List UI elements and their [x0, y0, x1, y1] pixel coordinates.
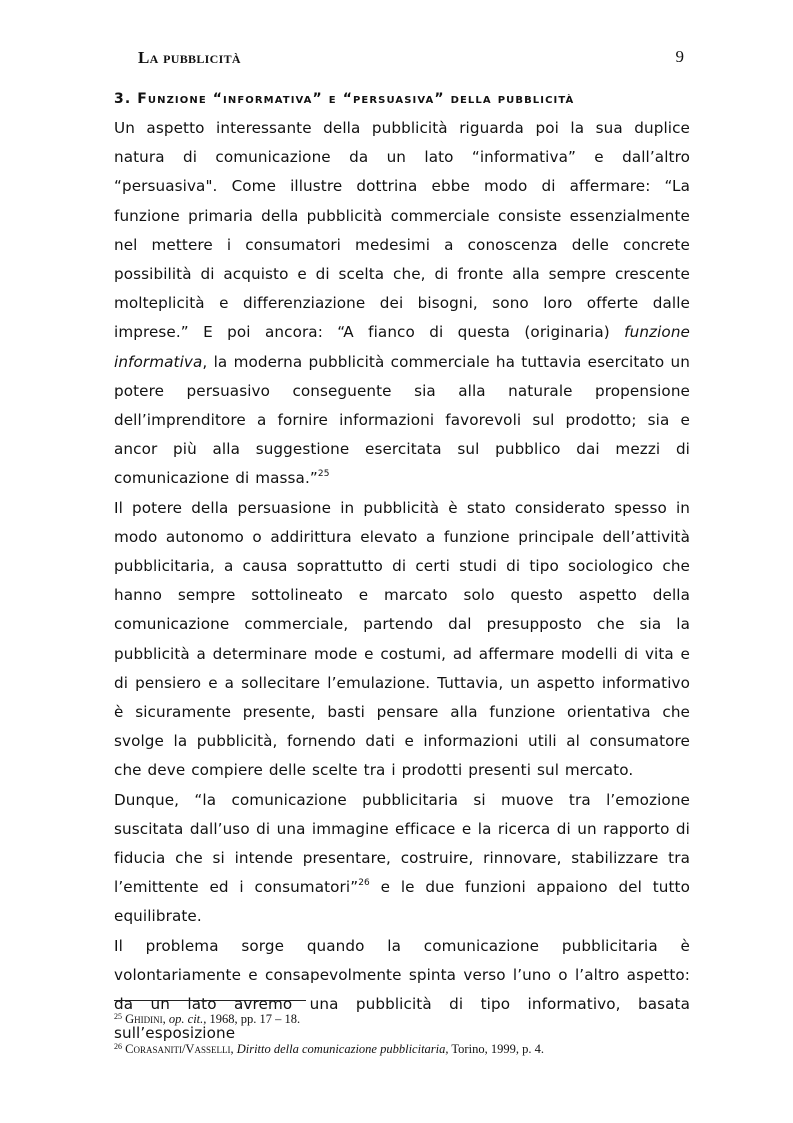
page-number: 9 — [675, 47, 684, 66]
paragraph-4: Il problema sorge quando la comunicazione pubblicitaria è volontariamente e consapevolmente spinta verso l’uno o l’altro aspetto: da un lato avremo una pubblicità di tipo informativo, basata sull’esposizione — [114, 936, 690, 1043]
footnote-details: 1968, pp. 17 – 18. — [206, 1012, 301, 1026]
paragraph-3-text-a: Dunque, “la comunicazione pubblicitaria si muove tra l’emozione suscitata dall’uso di una immagine efficace e la ricerca di un rapporto di fiducia che si intende presentare, costruire, rinnovare, stabilizzare tra l’emittente ed i consumatori” — [114, 790, 690, 897]
paragraph-1 — [114, 114, 690, 494]
footnote-26 — [114, 1042, 690, 1057]
footnote-separator: , — [230, 1042, 237, 1056]
footnote-number: 25 — [114, 1012, 122, 1021]
footnote-25 — [114, 1012, 690, 1027]
footnote-ref-25[interactable]: 25 — [317, 469, 330, 480]
paragraph-1-text-b: , la moderna pubblicità commerciale ha tuttavia esercitato un potere persuasivo conseguente sia alla naturale propensione dell’imprenditore a fornire informazioni favorevoli sul prodotto; sia e ancor più alla suggestione esercitata sul pubblico dai mezzi di comunicazione di massa.” — [114, 352, 690, 488]
running-title: La pubblicità — [138, 48, 241, 67]
footnote-author: Corasaniti/Vasselli — [125, 1042, 231, 1056]
footnote-author: Ghidini — [125, 1012, 163, 1026]
italic-term: funzione informativa — [114, 323, 690, 371]
footnote-work: Diritto della comunicazione pubblicitaria, — [236, 1042, 449, 1056]
body-text — [114, 114, 690, 1049]
paragraph-3-text-b: e le due funzioni appaiono del tutto equilibrate. — [114, 878, 690, 926]
paragraph-3 — [114, 786, 690, 932]
paragraph-1-text-a: Un aspetto interessante della pubblicità riguarda poi la sua duplice natura di comunicazione da un lato “informativa” e dall’altro “persuasiva". Come illustre dottrina ebbe modo di affermare: “La funzione primaria della pubblicità commerciale consiste essenzialmente nel mettere i consumatori medesimi a conoscenza delle concrete possibilità di acquisto e di scelta che, di fronte alla sempre crescente molteplicità e differenziazione dei bisogni, sono loro offerte dalle imprese.” E poi ancora: “A fianco di questa (originaria) — [114, 119, 690, 342]
footnote-work: op. cit., — [168, 1012, 207, 1026]
footnote-divider — [114, 1000, 306, 1001]
footnote-separator: , — [162, 1012, 169, 1026]
section-heading: 3. Funzione “informativa” e “persuasiva” della pubblicità — [114, 91, 575, 107]
paragraph-2: Il potere della persuasione in pubblicità è stato considerato spesso in modo autonomo o addirittura elevato a funzione principale dell’attività pubblicitaria, a causa soprattutto di certi studi di tipo sociologico che hanno sempre sottolineato e marcato solo questo aspetto della comunicazione commerciale, partendo dal presupposto che sia la pubblicità a determinare mode e costumi, ad affermare modelli di vita e di pensiero e a sollecitare l’emulazione. Tuttavia, un aspetto informativo è sicuramente presente, basti pensare alla funzione orientativa che svolge la pubblicità, fornendo dati e informazioni utili al consumatore che deve compiere delle scelte tra i prodotti presenti sul mercato. — [114, 498, 690, 780]
footnote-details: Torino, 1999, p. 4. — [448, 1042, 544, 1056]
footnote-number: 26 — [114, 1042, 122, 1051]
footnote-ref-26[interactable]: 26 — [358, 878, 370, 889]
